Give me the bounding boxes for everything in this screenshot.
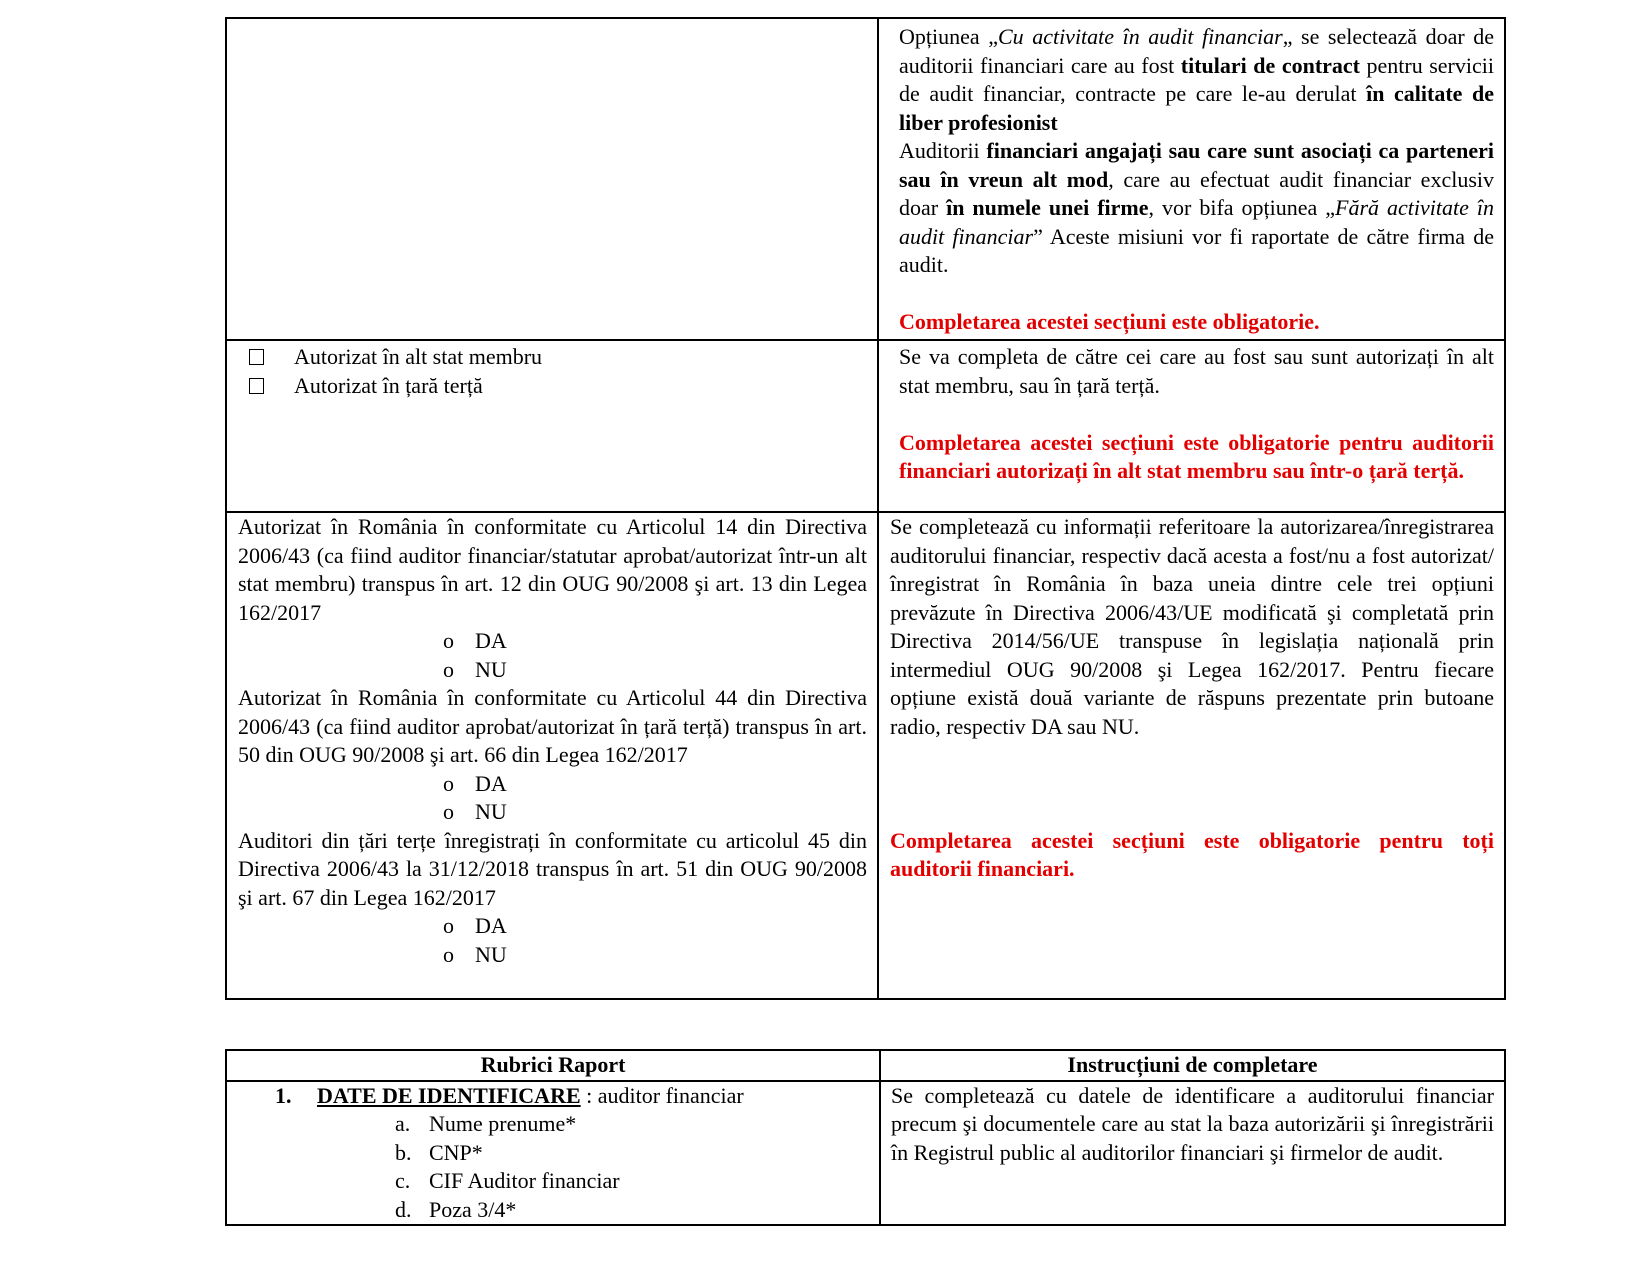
table-row: [226, 340, 1505, 512]
identification-instructions: Se completează cu datele de identificare a auditorului financiar precum şi documentele care au stat la baza autorizării şi înregistrării în Registrul public al auditorilor financiari şi firmelor de audit.: [880, 1081, 1505, 1226]
radio-icon[interactable]: o: [443, 770, 454, 796]
empty-cell: [226, 18, 878, 340]
checkbox-row-third-country[interactable]: Autorizat în țară terță: [249, 372, 867, 401]
authorization-checkboxes: [226, 340, 878, 512]
section-title: DATE DE IDENTIFICARE: [317, 1082, 581, 1108]
mandatory-note: Completarea acestei secțiuni este obligatorie pentru auditorii financiari autorizați în alt stat membru sau într-o țară terță.: [899, 429, 1494, 483]
radio-option-da[interactable]: o DA: [238, 627, 867, 656]
table-form-sections: [225, 17, 1506, 1000]
question-article-14: Autorizat în România în conformitate cu Articolul 14 din Directiva 2006/43 (ca fiind auditor financiar/statutar aprobat/autorizat într-un alt stat membru) transpus în art. 12 din OUG 90/2008 şi art. 13 din Legea 162/2017: [238, 514, 867, 625]
column-header-instructions: Instrucțiuni de completare: [880, 1050, 1505, 1081]
radio-option-nu[interactable]: o NU: [238, 656, 867, 685]
radio-option-da[interactable]: o DA: [238, 770, 867, 799]
checkbox-row-member-state[interactable]: Autorizat în alt stat membru: [249, 343, 867, 372]
checkbox-icon[interactable]: [249, 349, 264, 365]
table-row: [226, 1081, 1505, 1226]
activity-option-description: [878, 18, 1505, 340]
radio-icon[interactable]: o: [443, 941, 454, 967]
radio-option-nu[interactable]: o NU: [238, 941, 867, 970]
checkbox-icon[interactable]: [249, 378, 264, 394]
romania-authorization-description: [878, 512, 1505, 999]
column-header-rubrici: Rubrici Raport: [226, 1050, 880, 1081]
list-item: a. Nume prenume*: [395, 1111, 577, 1136]
identification-section: [226, 1081, 880, 1226]
radio-option-nu[interactable]: o NU: [238, 798, 867, 827]
mandatory-note: Completarea acestei secțiuni este obligatorie pentru toți auditorii financiari.: [890, 827, 1494, 881]
radio-option-da[interactable]: o DA: [238, 912, 867, 941]
radio-icon[interactable]: o: [443, 799, 454, 824]
table-row: [226, 512, 1505, 999]
table-row: [226, 18, 1505, 340]
list-item: b. CNP*: [395, 1139, 483, 1165]
question-article-45: Auditori din țări terțe înregistrați în conformitate cu articolul 45 din Directiva 2006/43 la 31/12/2018 transpus în art. 51 din OUG 90/2008 şi art. 67 din Legea 162/2017: [238, 827, 867, 910]
mandatory-note: Completarea acestei secțiuni este obligatorie.: [899, 309, 1320, 334]
radio-icon[interactable]: o: [443, 913, 454, 938]
section-heading: 1. DATE DE IDENTIFICARE : auditor financiar: [275, 1082, 744, 1108]
radio-icon[interactable]: o: [443, 656, 454, 682]
activity-paragraph-1: Opțiunea „Cu activitate în audit financiar„ se selectează doar de auditorii financiari care au fost titulari de contract pentru servicii de audit financiar, contracte pe care le-au derulat în calitate de liber profesionist: [899, 24, 1495, 135]
romania-authorization-questions: [226, 512, 878, 999]
activity-paragraph-2: Auditorii financiari angajați sau care sunt asociați ca parteneri sau în vreun alt mod, care au efectuat audit financiar exclusiv doar în numele unei firme, vor bifa opțiunea „Fără activitate în audit financiar” Aceste misiuni vor fi raportate de către firma de audit.: [899, 138, 1495, 277]
authorization-text: Se va completa de către cei care au fost sau sunt autorizați în alt stat membru, sau în țară terță.: [899, 344, 1494, 398]
table-report-headings: [225, 1049, 1506, 1226]
authorization-description: [878, 340, 1505, 512]
radio-icon[interactable]: o: [443, 628, 454, 653]
table-header-row: [226, 1050, 1505, 1081]
list-item: d. Poza 3/4*: [395, 1196, 517, 1222]
list-item: c. CIF Auditor financiar: [395, 1168, 620, 1193]
romania-authorization-text: Se completează cu informații referitoare la autorizarea/înregistrarea auditorului financiar, respectiv dacă acesta a fost/nu a fost autorizat/înregistrat în România în baza uneia dintre cele trei opțiuni prevăzute în Directiva 2006/43/UE modificată şi completată prin Directiva 2014/56/UE transpuse în legislația națională prin intermediul OUG 90/2008 şi Legea 162/2017. Pentru fiecare opțiune există două variante de răspuns prezentate prin butoane radio, respectiv DA sau NU.: [890, 514, 1494, 739]
question-article-44: Autorizat în România în conformitate cu Articolul 44 din Directiva 2006/43 (ca fiind auditor aprobat/autorizat în țară terță) transpus în art. 50 din OUG 90/2008 şi art. 66 din Legea 162/2017: [238, 685, 867, 767]
